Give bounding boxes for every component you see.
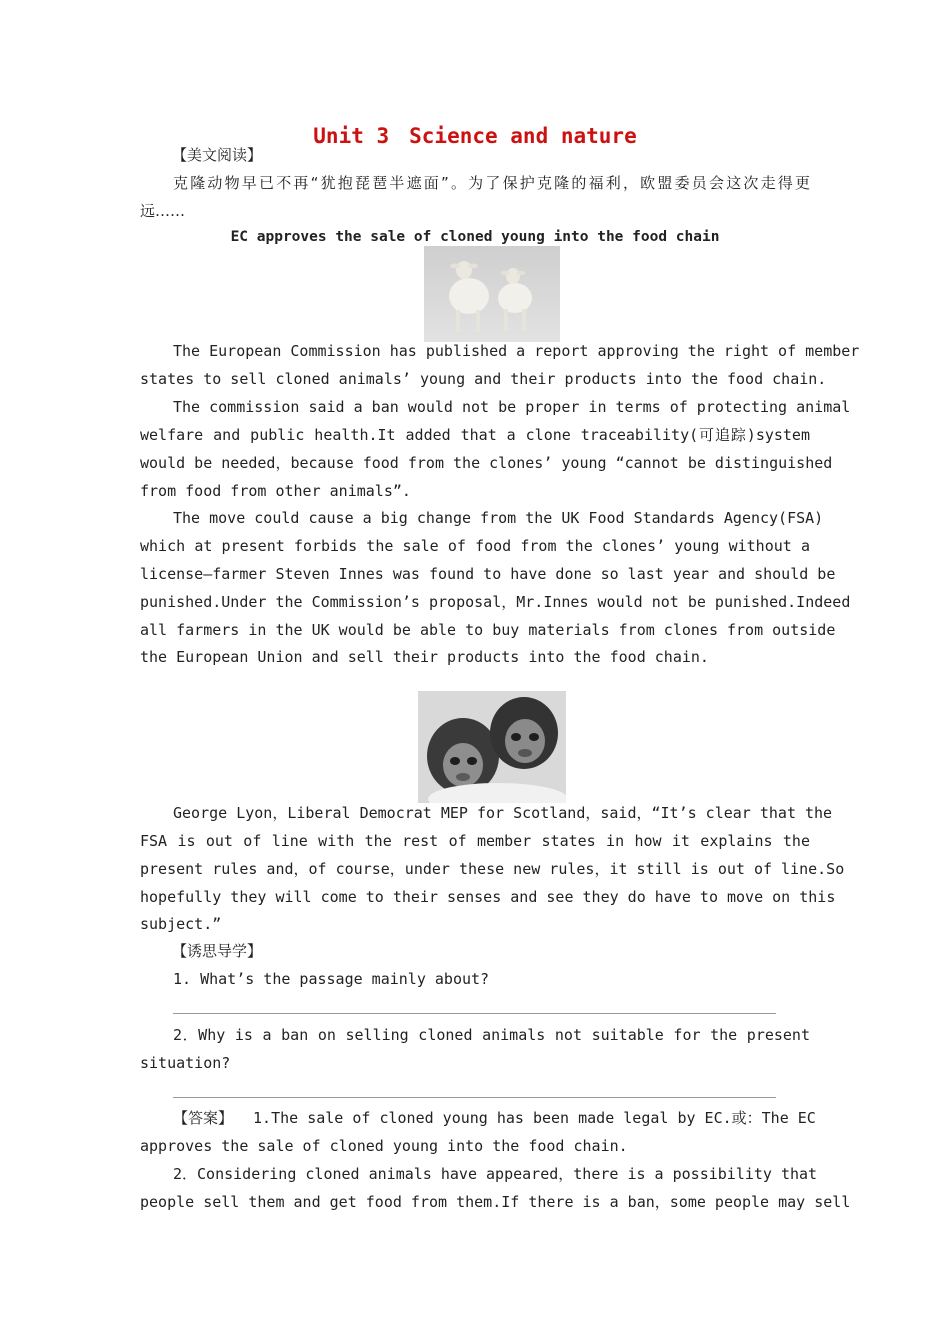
intro-line-1: 克隆动物早已不再“犹抱琵琶半遮面”。为了保护克隆的福利，欧盟委员会这次走得更 (173, 174, 810, 192)
para4-line-1: George Lyon，Liberal Democrat MEP for Scotland，said，“It’s clear that the (173, 804, 833, 822)
answer-label: 【答案】 (173, 1109, 234, 1127)
question-1: 1. What’s the passage mainly about? (173, 970, 490, 988)
answer-1-text: 1.The sale of cloned young has been made legal by EC.或：The EC (253, 1109, 816, 1127)
guide-section-header: 【诱思导学】 (172, 942, 263, 960)
unit-topic: Science and nature (409, 124, 637, 148)
para1-line-2: states to sell cloned animals’ young and their products into the food chain. (140, 370, 827, 388)
para4-line-2: FSA is out of line with the rest of member states in how it explains the (140, 832, 810, 850)
para2-line-4: from food from other animals”. (140, 482, 411, 500)
para3-line-2: which at present forbids the sale of food from the clones’ young without a (140, 537, 810, 555)
para4-line-5: subject.” (140, 915, 222, 933)
answer-line-1 (173, 1013, 776, 1014)
para4-line-3: present rules and，of course，under these new rules，it still is out of line.So (140, 860, 845, 878)
answer-1-line-2: approves the sale of cloned young into the food chain. (140, 1137, 628, 1155)
para3-line-4: punished.Under the Commission’s proposal，Mr.Innes would not be punished.Indeed (140, 593, 851, 611)
para3-line-6: the European Union and sell their products into the food chain. (140, 648, 709, 666)
answer-2-line-2: people sell them and get food from them.If there is a ban，some people may sell (140, 1193, 851, 1211)
intro-line-2: 远…… (140, 202, 186, 220)
para3-line-5: all farmers in the UK would be able to buy materials from clones from outside (140, 621, 836, 639)
para1-line-1: The European Commission has published a report approving the right of member (173, 342, 860, 360)
question-2-line-2: situation? (140, 1054, 231, 1072)
question-2-line-1: 2．Why is a ban on selling cloned animals not suitable for the present (173, 1026, 810, 1044)
para2-line-2: welfare and public health.It added that a clone traceability(可追踪)system (140, 426, 810, 444)
para2-line-3: would be needed，because food from the clones’ young “cannot be distinguished (140, 454, 833, 472)
para3-line-1: The move could cause a big change from the UK Food Standards Agency(FSA) (173, 509, 824, 527)
monkeys-photo (418, 691, 566, 803)
answer-1-line-1 (140, 1108, 816, 1128)
para4-line-4: hopefully they will come to their senses and see they do have to move on this (140, 888, 836, 906)
answer-line-2 (173, 1097, 776, 1098)
article-headline: EC approves the sale of cloned young into the food chain (230, 229, 720, 245)
para3-line-3: license—farmer Steven Innes was found to have done so last year and should be (140, 565, 836, 583)
sheep-photo (424, 246, 560, 342)
unit-label: Unit 3 (313, 124, 390, 148)
page-title (0, 124, 950, 148)
answer-2-line-1: 2．Considering cloned animals have appeared，there is a possibility that (173, 1165, 818, 1183)
reading-section-header: 【美文阅读】 (172, 146, 263, 164)
para2-line-1: The commission said a ban would not be proper in terms of protecting animal (173, 398, 851, 416)
